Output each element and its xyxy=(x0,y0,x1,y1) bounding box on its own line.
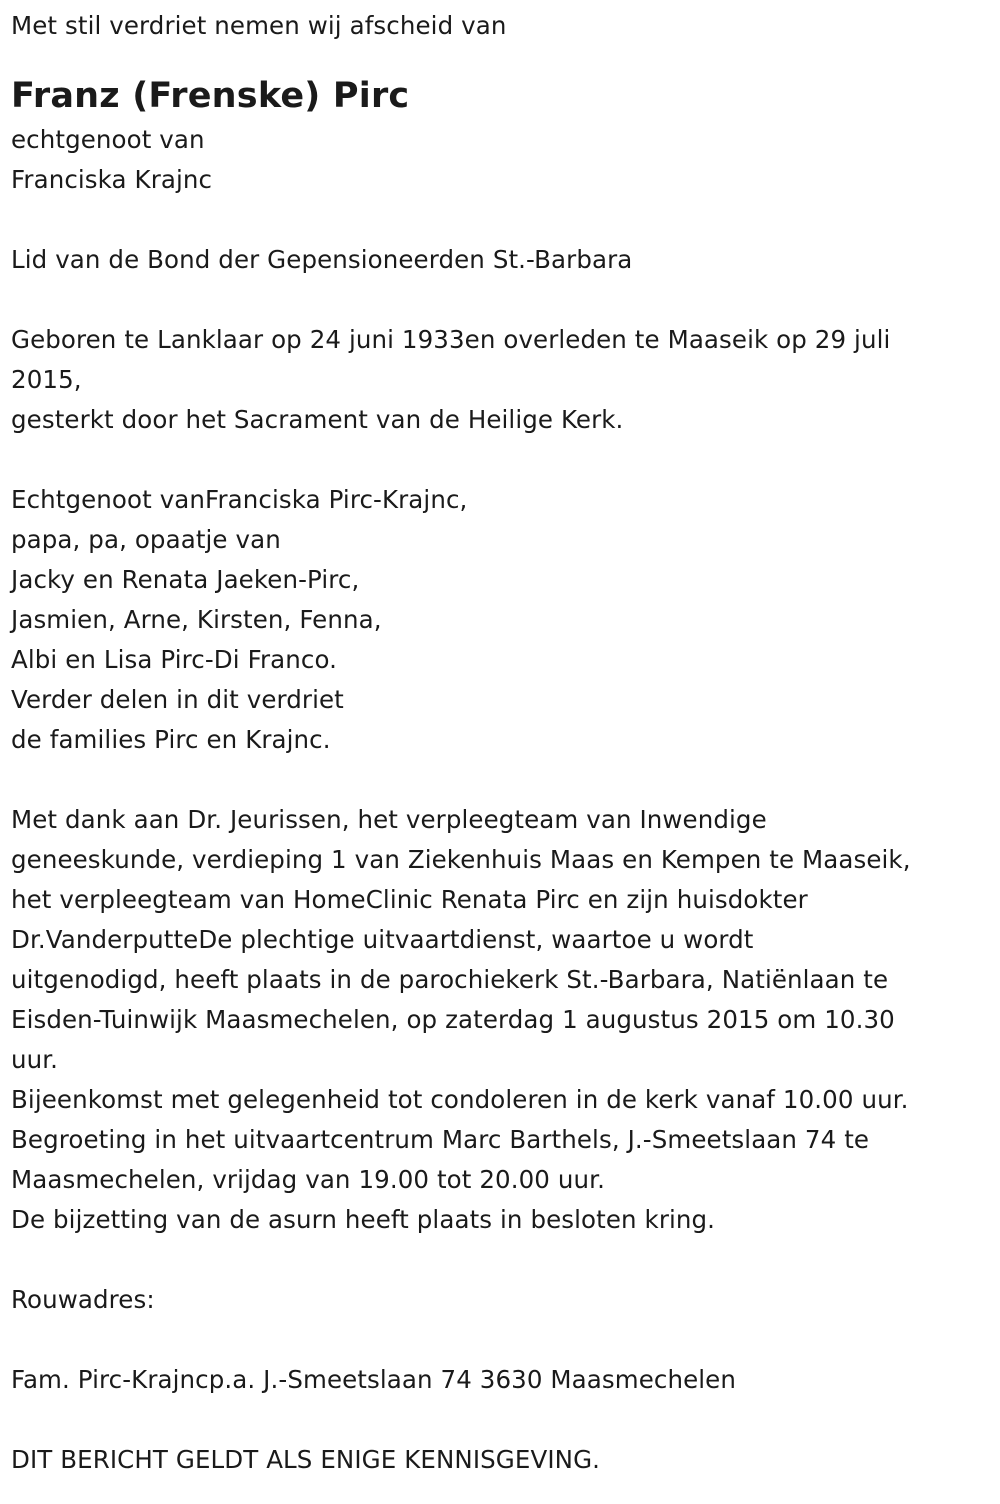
interment-line: De bijzetting van de asurn heeft plaats in besloten kring. xyxy=(11,1205,716,1234)
thanks-line: Dr.VanderputteDe plechtige uitvaartdienst, waartoe u wordt xyxy=(11,925,754,954)
spouse-line: Franciska Krajnc xyxy=(11,165,213,194)
intro-text: Met stil verdriet nemen wij afscheid van xyxy=(11,11,507,40)
thanks-line: uur. xyxy=(11,1045,59,1074)
spacer xyxy=(11,280,988,320)
birth-death-line: Geboren te Lanklaar op 24 juni 1933en overleden te Maaseik op 29 juli xyxy=(11,325,891,354)
birth-death-line: gesterkt door het Sacrament van de Heilige Kerk. xyxy=(11,405,624,434)
family-line: de families Pirc en Krajnc. xyxy=(11,725,331,754)
thanks-line: uitgenodigd, heeft plaats in de parochiekerk St.-Barbara, Natiënlaan te xyxy=(11,965,889,994)
greeting-line: Maasmechelen, vrijdag van 19.00 tot 20.00 uur. xyxy=(11,1165,605,1194)
spacer xyxy=(11,1240,988,1280)
family-line: papa, pa, opaatje van xyxy=(11,525,281,554)
family-line: Albi en Lisa Pirc-Di Franco. xyxy=(11,645,338,674)
thanks-line: Met dank aan Dr. Jeurissen, het verpleegteam van Inwendige xyxy=(11,805,767,834)
family-line: Jasmien, Arne, Kirsten, Fenna, xyxy=(11,605,382,634)
mourning-address: Fam. Pirc-Krajncp.a. J.-Smeetslaan 74 3630 Maasmechelen xyxy=(11,1365,736,1394)
spacer xyxy=(11,1400,988,1440)
greeting-line: Begroeting in het uitvaartcentrum Marc Barthels, J.-Smeetslaan 74 te xyxy=(11,1125,870,1154)
membership-text: Lid van de Bond der Gepensioneerden St.-Barbara xyxy=(11,245,633,274)
thanks-line: het verpleegteam van HomeClinic Renata Pirc en zijn huisdokter xyxy=(11,885,808,914)
thanks-line: Eisden-Tuinwijk Maasmechelen, op zaterdag 1 augustus 2015 om 10.30 xyxy=(11,1005,895,1034)
address-label: Rouwadres: xyxy=(11,1285,155,1314)
notice-text: DIT BERICHT GELDT ALS ENIGE KENNISGEVING. xyxy=(11,1445,601,1474)
spacer xyxy=(11,1320,988,1360)
family-line: Jacky en Renata Jaeken-Pirc, xyxy=(11,565,360,594)
condolence-line: Bijeenkomst met gelegenheid tot condoleren in de kerk vanaf 10.00 uur. xyxy=(11,1085,909,1114)
family-line: Verder delen in dit verdriet xyxy=(11,685,344,714)
spacer xyxy=(11,760,988,800)
birth-death-line: 2015, xyxy=(11,365,82,394)
spouse-line: echtgenoot van xyxy=(11,125,205,154)
spacer xyxy=(11,200,988,240)
deceased-name: Franz (Frenske) Pirc xyxy=(11,76,410,116)
family-line: Echtgenoot vanFranciska Pirc-Krajnc, xyxy=(11,485,468,514)
spacer xyxy=(11,440,988,480)
thanks-line: geneeskunde, verdieping 1 van Ziekenhuis Maas en Kempen te Maaseik, xyxy=(11,845,911,874)
